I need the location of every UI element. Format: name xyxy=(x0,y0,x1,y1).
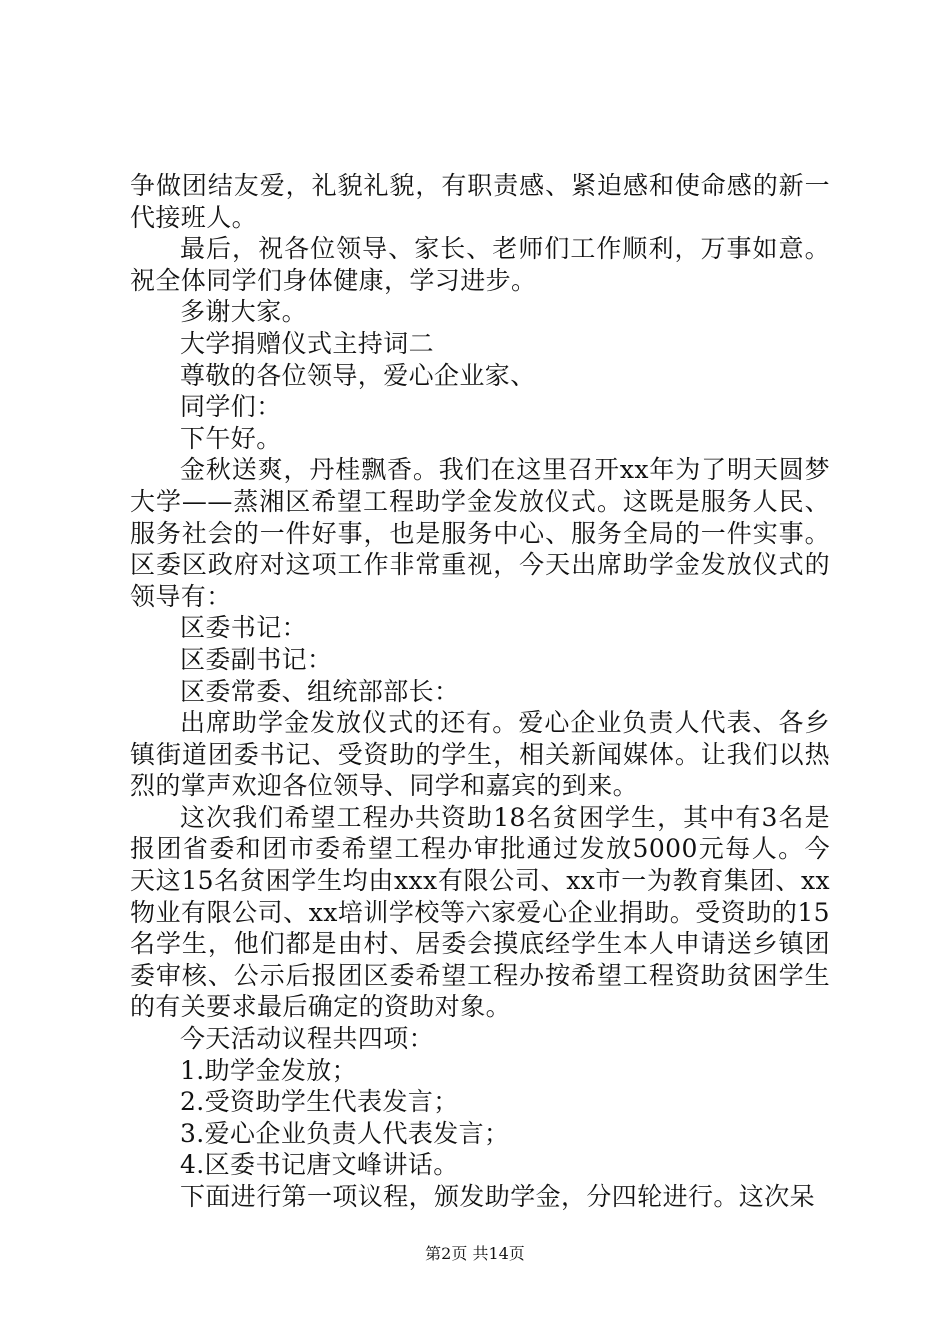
agenda-item-1: 1.助学金发放； xyxy=(180,1055,358,1085)
paragraph-continuation: 争做团结友爱，礼貌礼貌，有职责感、紧迫感和使命感的新一代接班人。 xyxy=(130,171,830,232)
agenda-item-3: 3.爱心企业负责人代表发言； xyxy=(180,1118,510,1148)
attendee-district-secretary: 区委书记： xyxy=(180,613,308,643)
paragraph-other-attendees: 出席助学金发放仪式的还有。爱心企业负责人代表、各乡镇街道团委书记、受资助的学生，相关新闻媒体。让我们以热烈的掌声欢迎各位领导、同学和嘉宾的到来。 xyxy=(130,708,830,801)
paragraph-funding-details: 这次我们希望工程办共资助18名贫困学生，其中有3名是报团省委和团市委希望工程办审批通过发放5000元每人。今天这15名贫困学生均由xxx有限公司、xx市一为教育集团、xx物业有限公司、xx培训学校等六家爱心企业捐助。受资助的15名学生，他们都是由村、居委会摸底经学生本人申请送乡镇团委审核、公示后报团区委希望工程办按希望工程资助贫困学生的有关要求最后确定的资助对象。 xyxy=(130,802,830,1022)
agenda-item-4: 4.区委书记唐文峰讲话。 xyxy=(180,1150,459,1180)
greeting: 下午好。 xyxy=(180,423,282,453)
paragraph-opening: 金秋送爽，丹桂飘香。我们在这里召开xx年为了明天圆梦大学——蒸湘区希望工程助学金发放仪式。这既是服务人民、服务社会的一件好事，也是服务中心、服务全局的一件实事。区委区政府对这项工作非常重视，今天出席助学金发放仪式的领导有： xyxy=(130,455,830,611)
agenda-heading: 今天活动议程共四项： xyxy=(180,1024,435,1054)
attendee-deputy-secretary: 区委副书记： xyxy=(180,644,333,674)
salutation-students: 同学们： xyxy=(180,392,282,422)
paragraph-closing-wishes: 最后，祝各位领导、家长、老师们工作顺利，万事如意。祝全体同学们身体健康，学习进步。 xyxy=(130,234,830,295)
paragraph-thanks: 多谢大家。 xyxy=(180,297,308,327)
attendee-standing-committee: 区委常委、组统部部长： xyxy=(180,676,460,706)
document-body xyxy=(130,170,830,1213)
page-number-footer: 第2页 共14页 xyxy=(425,1244,525,1263)
section-heading: 大学捐赠仪式主持词二 xyxy=(180,328,435,358)
paragraph-first-agenda: 下面进行第一项议程，颁发助学金，分四轮进行。这次呆 xyxy=(180,1182,816,1211)
agenda-item-2: 2.受资助学生代表发言； xyxy=(180,1087,459,1117)
salutation-leaders: 尊敬的各位领导，爱心企业家、 xyxy=(180,360,536,390)
